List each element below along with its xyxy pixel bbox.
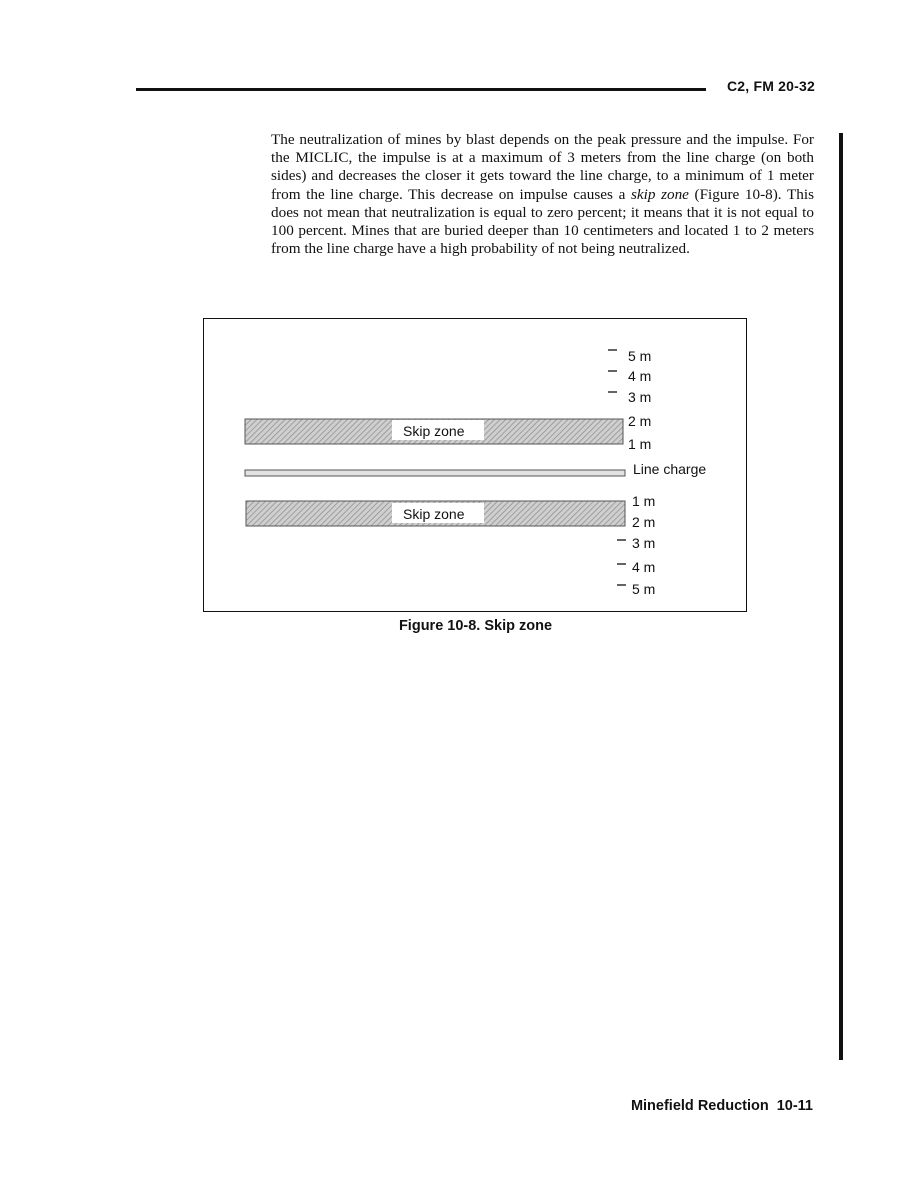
lower-scale-label: 4 m bbox=[632, 559, 656, 575]
change-bar bbox=[839, 133, 843, 1060]
document-id: C2, FM 20-32 bbox=[727, 78, 815, 94]
skip-zone-figure bbox=[203, 318, 747, 612]
page-footer bbox=[631, 1098, 813, 1114]
body-text-start: The neutralization of mines by blast depends on the peak pressure and the impulse. For the MICLIC, the impulse is at a maximum of 3 meters from the line charge (on both sides) and decreases the closer it gets toward the line charge, to a minimum of 1 meter from the line charge. This decrease on impulse causes a bbox=[271, 131, 814, 203]
lower-skip-zone-label: Skip zone bbox=[403, 506, 465, 522]
upper-scale-label: 3 m bbox=[628, 389, 652, 405]
upper-scale-label: 5 m bbox=[628, 348, 652, 364]
lower-scale-label: 3 m bbox=[632, 535, 656, 551]
upper-skip-zone-label: Skip zone bbox=[403, 423, 465, 439]
lower-scale-label: 2 m bbox=[632, 514, 656, 530]
skip-zone-diagram bbox=[204, 319, 746, 611]
line-charge-bar bbox=[245, 470, 625, 476]
figure-caption: Figure 10-8. Skip zone bbox=[398, 618, 553, 634]
body-text-end: (Figure 10-8). This does not mean that neutralization is equal to zero percent; it means that it is not equal to 100 percent. Mines that are buried deeper than 10 centimeters and located 1 to 2 meters from the line charge have a high probability of not being neutralized. bbox=[271, 185, 814, 258]
line-charge-label: Line charge bbox=[633, 461, 707, 477]
lower-scale-label: 1 m bbox=[632, 493, 656, 509]
body-paragraph bbox=[271, 131, 814, 258]
lower-scale-label: 5 m bbox=[632, 581, 656, 597]
header-rule bbox=[136, 88, 706, 91]
footer-section: Minefield Reduction bbox=[630, 1098, 769, 1114]
upper-scale-label: 4 m bbox=[628, 368, 652, 384]
page-number: 10-11 bbox=[776, 1098, 813, 1114]
upper-scale-label: 2 m bbox=[628, 413, 652, 429]
skip-zone-term: skip zone bbox=[630, 185, 689, 203]
upper-scale-label: 1 m bbox=[628, 436, 652, 452]
